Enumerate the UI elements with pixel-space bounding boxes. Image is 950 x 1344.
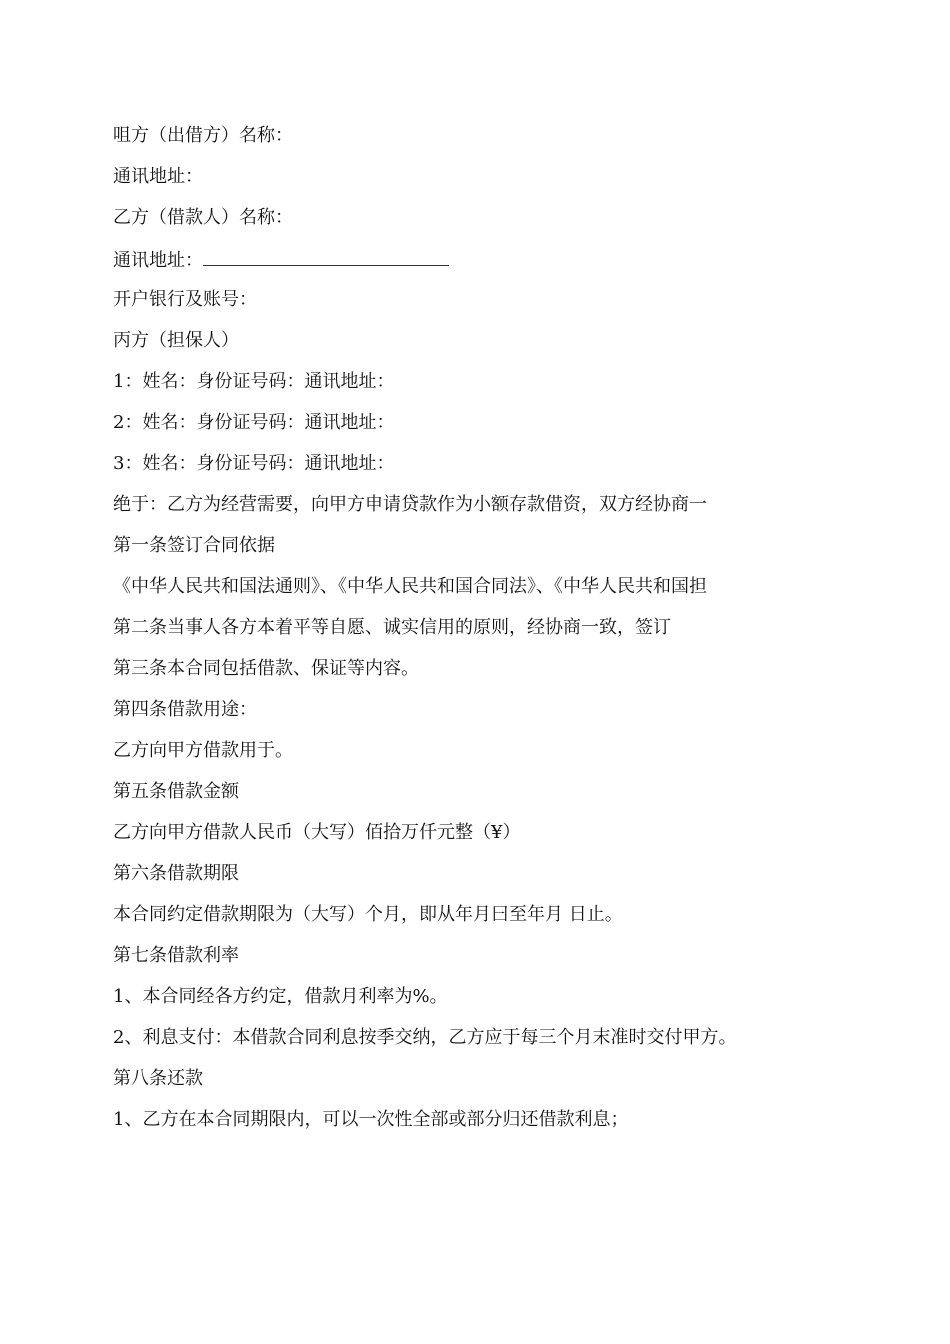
article-4-text: 乙方向甲方借款用于。 <box>113 740 293 761</box>
lender-address-line: 通讯地址： <box>113 166 203 187</box>
guarantor-3-line: 3：姓名：身份证号码：通讯地址： <box>113 453 395 474</box>
guarantor-2-line: 2：姓名：身份证号码：通讯地址： <box>113 412 395 433</box>
document-body <box>113 122 833 1147</box>
article-4-heading: 第四条借款用途： <box>113 699 257 720</box>
guarantor-1-line: 1：姓名：身份证号码：通讯地址： <box>113 371 395 392</box>
borrower-address-blank <box>203 245 449 266</box>
article-6-heading: 第六条借款期限 <box>113 863 239 884</box>
article-1-heading: 第一条签订合同依据 <box>113 535 275 556</box>
article-6-text: 本合同约定借款期限为（大写）个月，即从年月曰至年月 日止。 <box>113 904 623 925</box>
borrower-address-line <box>113 245 833 286</box>
lender-name-line: 咀方（出借方）名称： <box>113 125 293 146</box>
article-7-heading: 第七条借款利率 <box>113 945 239 966</box>
borrower-name-line: 乙方（借款人）名称： <box>113 207 293 228</box>
article-5-text: 乙方向甲方借款人民币（大写）佰拾万仟元整（¥） <box>113 822 521 843</box>
preamble-line: 绝于：乙方为经营需要，向甲方申请贷款作为小额存款借资，双方经协商一 <box>113 494 707 515</box>
article-8-item-1: 1、乙方在本合同期限内，可以一次性全部或部分归还借款利息； <box>113 1109 629 1130</box>
bank-account-line: 开户银行及账号： <box>113 289 257 310</box>
article-3-text: 第三条本合同包括借款、保证等内容。 <box>113 658 419 679</box>
article-2-text: 第二条当事人各方本着平等自愿、诚实信用的原则，经协商一致，签订 <box>113 617 671 638</box>
article-5-heading: 第五条借款金额 <box>113 781 239 802</box>
article-7-item-2: 2、利息支付：本借款合同利息按季交纳，乙方应于每三个月末准时交付甲方。 <box>113 1027 737 1048</box>
guarantor-heading: 丙方（担保人） <box>113 330 239 351</box>
article-8-heading: 第八条还款 <box>113 1068 203 1089</box>
borrower-address-label: 通讯地址： <box>113 250 203 271</box>
article-7-item-1: 1、本合同经各方约定，借款月利率为%。 <box>113 986 448 1007</box>
article-1-text: 《中华人民共和国法通则》、《中华人民共和国合同法》、《中华人民共和国担 <box>113 576 707 597</box>
